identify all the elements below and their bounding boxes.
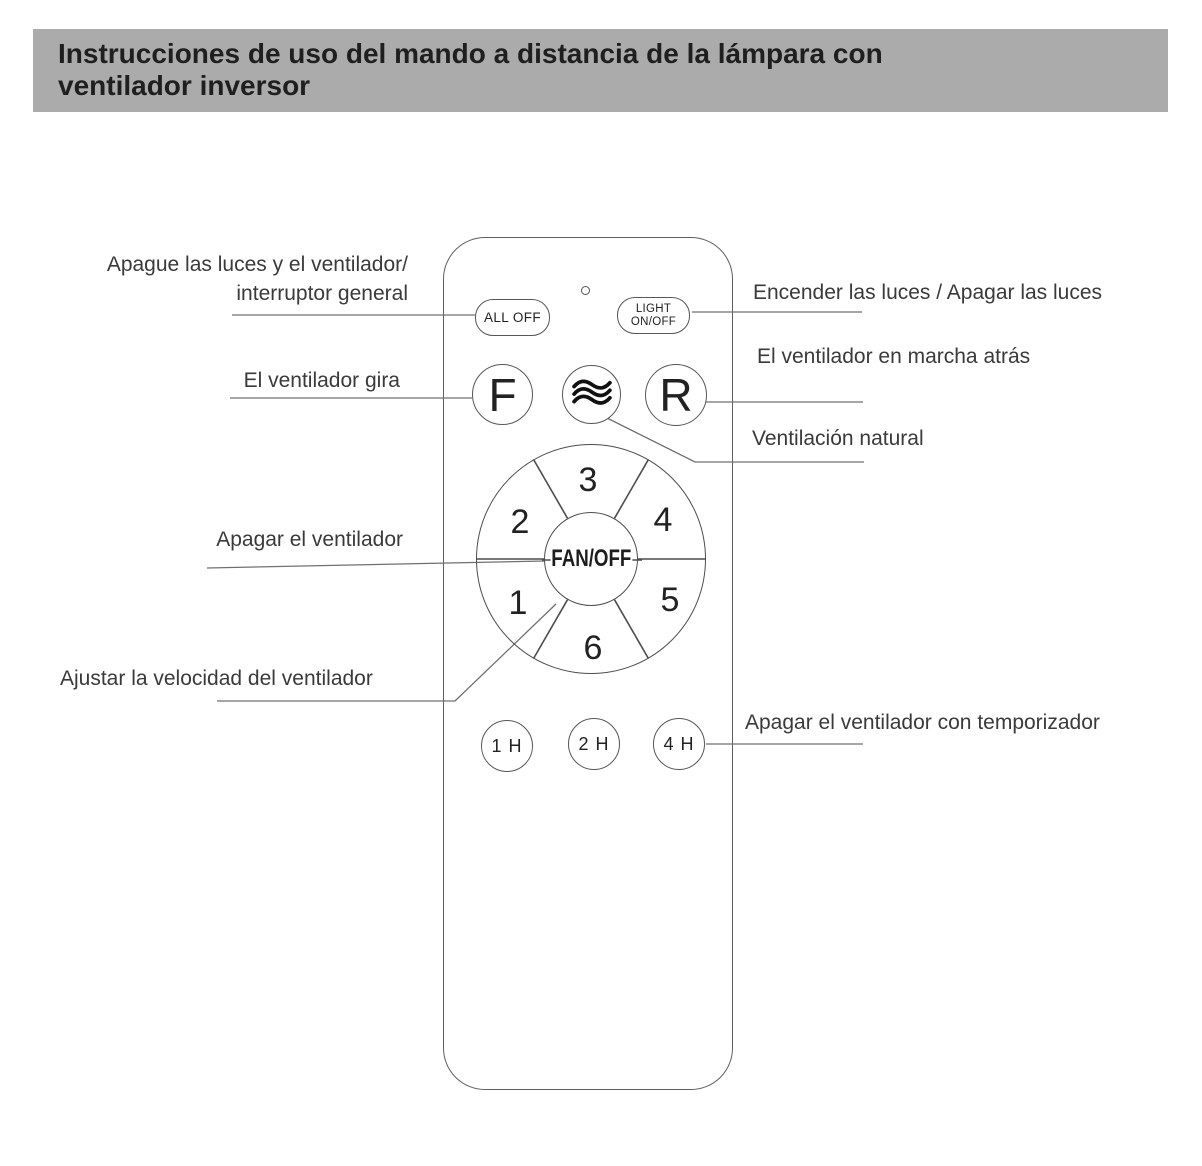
fan-speed-6-button[interactable]: 6 — [583, 629, 603, 667]
light-label-line2: ON/OFF — [630, 315, 677, 328]
timer-2h-button[interactable] — [568, 718, 620, 770]
wave-icon — [571, 379, 613, 411]
fan-speed-3-button[interactable]: 3 — [578, 461, 598, 499]
callout-natural-wind: Ventilación natural — [752, 427, 924, 450]
timer-2h-label: 2 H — [578, 733, 610, 754]
fan-speed-1-button[interactable]: 1 — [508, 584, 528, 622]
fan-forward-button[interactable] — [472, 364, 533, 425]
callout-fan-off: Apagar el ventilador — [216, 528, 403, 551]
all-off-button[interactable] — [475, 299, 550, 336]
forward-label: F — [488, 368, 517, 421]
callout-forward: El ventilador gira — [243, 369, 400, 392]
fan-off-button[interactable]: FAN/OFF — [550, 545, 632, 572]
light-on-off-button[interactable] — [617, 297, 690, 334]
timer-4h-button[interactable] — [653, 718, 705, 770]
callout-all-off-line2: interruptor general — [236, 282, 408, 305]
reverse-label: R — [659, 369, 693, 421]
fan-speed-2-button[interactable]: 2 — [510, 503, 530, 541]
page-title-line-1: Instrucciones de uso del mando a distancia de la lámpara con — [58, 38, 883, 69]
led-indicator-icon — [581, 286, 590, 295]
page-title-line-2: ventilador inversor — [58, 70, 311, 101]
fan-speed-5-button[interactable]: 5 — [660, 581, 680, 619]
natural-wind-button[interactable] — [562, 365, 621, 424]
callout-reverse: El ventilador en marcha atrás — [757, 345, 1031, 368]
callout-timer: Apagar el ventilador con temporizador — [745, 711, 1100, 734]
fan-speed-4-button[interactable]: 4 — [653, 501, 673, 539]
callout-all-off — [107, 250, 408, 308]
all-off-label: ALL OFF — [483, 310, 542, 325]
timer-1h-label: 1 H — [491, 735, 523, 756]
timer-4h-label: 4 H — [663, 733, 695, 754]
timer-1h-button[interactable] — [481, 720, 533, 772]
callout-speed: Ajustar la velocidad del ventilador — [60, 667, 373, 690]
light-label-line1: LIGHT — [635, 302, 672, 315]
fan-off-dial-centre — [544, 512, 638, 606]
callout-all-off-line1: Apague las luces y el ventilador/ — [106, 253, 408, 276]
fan-reverse-button[interactable] — [645, 364, 707, 426]
header-bar — [33, 29, 1168, 112]
callout-light: Encender las luces / Apagar las luces — [753, 281, 1103, 304]
